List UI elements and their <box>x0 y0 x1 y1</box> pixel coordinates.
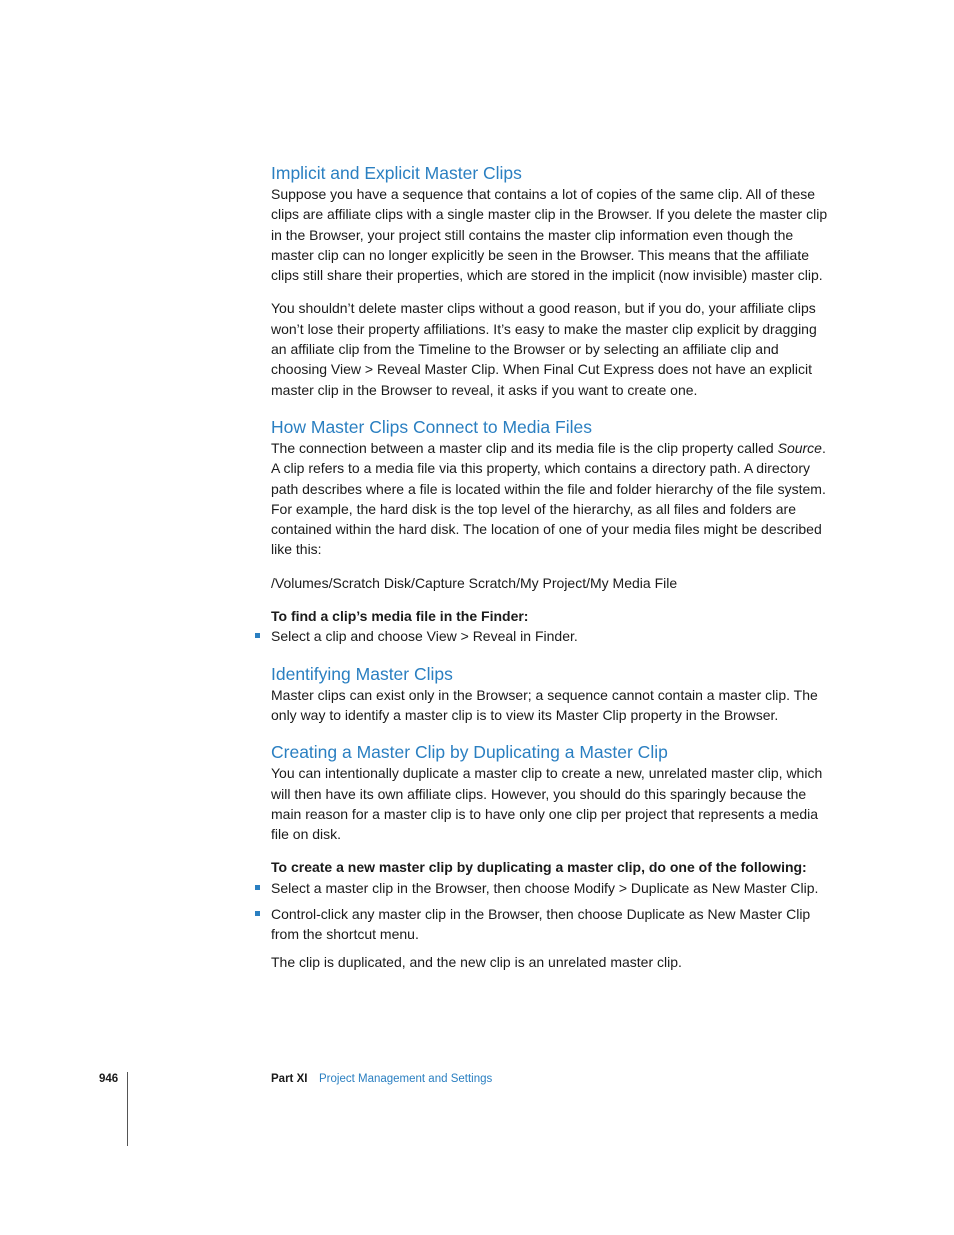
term-source: Source <box>777 439 822 456</box>
part-label: Part XI <box>271 1073 308 1085</box>
list-item-text: Select a clip and choose View > Reveal in Finder. <box>271 628 578 645</box>
page-content <box>271 162 831 972</box>
heading-implicit-explicit: Implicit and Explicit Master Clips <box>271 163 522 183</box>
text-run: . A clip refers to a media file via this property, which contains a directory path. A directory path describes where a file is located within the file and folder hierarchy of the file system. For example, the hard disk is the top level of the hierarchy, as all files and folders are contained within the hard disk. The location of one of your media files might be described like this: <box>271 439 826 558</box>
bullet-square-icon <box>255 911 260 916</box>
directory-path: /Volumes/Scratch Disk/Capture Scratch/My Project/My Media File <box>271 574 678 591</box>
list-item <box>271 904 831 945</box>
list-item <box>271 626 831 646</box>
heading-duplicating: Creating a Master Clip by Duplicating a Master Clip <box>271 742 668 763</box>
paragraph: Master clips can exist only in the Browser; a sequence cannot contain a master clip. The only way to identify a master clip is to view its Master Clip property in the Browser. <box>271 686 818 723</box>
result-text: The clip is duplicated, and the new clip is an unrelated master clip. <box>271 953 682 970</box>
paragraph: You shouldn’t delete master clips without a good reason, but if you do, your affiliate clips won’t lose their property affiliations. It’s easy to make the master clip explicit by dragging an affiliate clip from the Timeline to the Browser or by selecting an affiliate clip and choosing View > Reveal Master Clip. When Final Cut Express does not have an explicit master clip in the Browser to reveal, it asks if you want to create one. <box>271 300 817 398</box>
list-item-text: Control-click any master clip in the Browser, then choose Duplicate as New Master Clip from the shortcut menu. <box>271 906 811 943</box>
page-number: 946 <box>99 1073 119 1085</box>
paragraph: Suppose you have a sequence that contains a lot of copies of the same clip. All of these clips are affiliate clips with a single master clip in the Browser. If you delete the master clip in the Browser, your project still contains the master clip information even though the master clip can no longer explicitly be seen in the Browser. This means that the affiliate clips still share their properties, which are stored in the implicit (now invisible) master clip. <box>271 186 828 284</box>
footer-divider <box>127 1072 128 1146</box>
paragraph: You can intentionally duplicate a master clip to create a new, unrelated master clip, which will then have its own affiliate clips. However, you should do this sparingly because the main reason for a master clip is to have only one clip per project that represents a media file on disk. <box>271 765 823 843</box>
procedure-lead: To create a new master clip by duplicating a master clip, do one of the following: <box>271 859 807 876</box>
bullet-square-icon <box>255 885 260 890</box>
list-item-text: Select a master clip in the Browser, then choose Modify > Duplicate as New Master Clip. <box>271 879 819 896</box>
heading-identifying: Identifying Master Clips <box>271 663 453 684</box>
heading-media-files: How Master Clips Connect to Media Files <box>271 416 592 437</box>
bullet-square-icon <box>255 633 260 638</box>
list-item <box>271 878 831 898</box>
paragraph <box>271 438 831 560</box>
procedure-lead: To find a clip’s media file in the Finder: <box>271 608 529 625</box>
text-run: The connection between a master clip and its media file is the clip property called <box>271 439 778 456</box>
part-title: Project Management and Settings <box>319 1073 493 1085</box>
